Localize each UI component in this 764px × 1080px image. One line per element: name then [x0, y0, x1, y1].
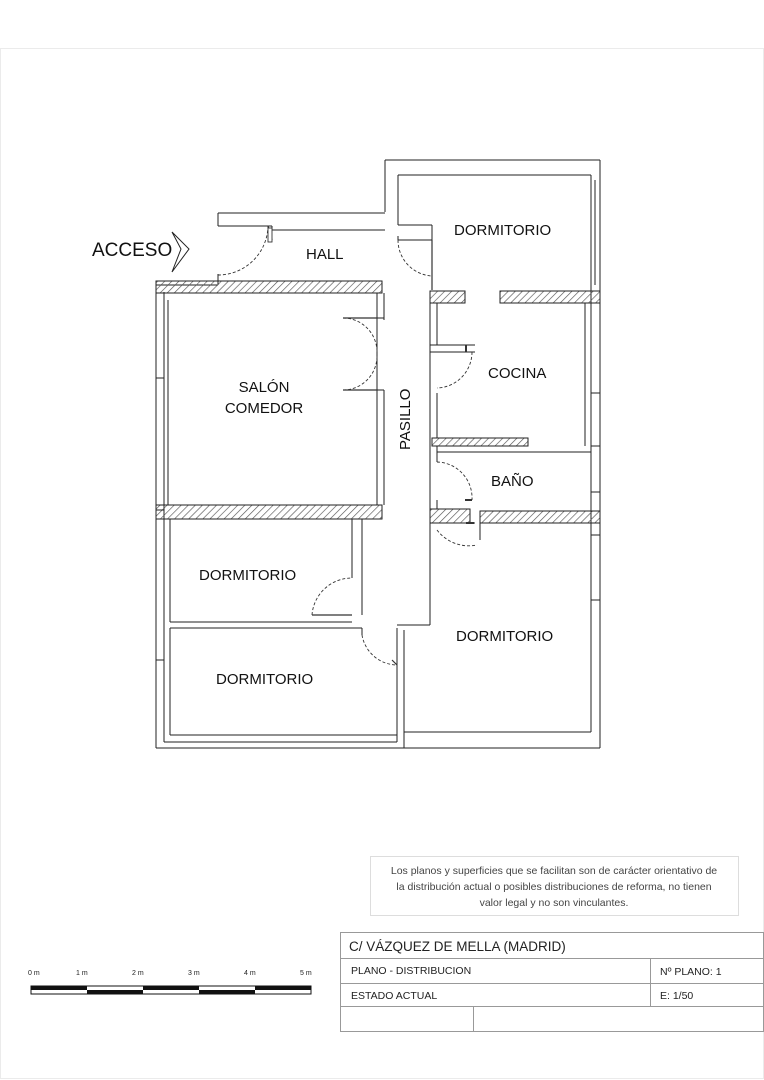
scale-label-0: 0 m [28, 970, 40, 977]
door-dormitorio-bottom-right [437, 530, 477, 546]
floor-plan [156, 160, 600, 748]
title-plano: PLANO - DISTRIBUCION [351, 965, 472, 977]
title-estado: ESTADO ACTUAL [351, 990, 438, 1002]
door-dormitorio-mid-left [312, 578, 352, 615]
room-label-dormitorio-bottom-right: DORMITORIO [456, 628, 554, 645]
door-salon-upper [343, 318, 377, 352]
scale-bar [28, 970, 312, 994]
room-label-dormitorio-top: DORMITORIO [454, 222, 552, 239]
access-label: ACCESO [92, 240, 173, 261]
access-arrow-icon [172, 232, 189, 272]
scale-label-1: 1 m [76, 970, 88, 977]
title-plano-number: Nº PLANO: 1 [660, 966, 722, 978]
sheet-border [1, 49, 764, 1079]
scale-label-2: 2 m [132, 970, 144, 977]
door-bano [437, 462, 472, 500]
door-cocina-upper [437, 352, 472, 388]
interior-walls [156, 180, 600, 735]
door-dormitorio-top [398, 240, 432, 276]
door-salon-lower [343, 356, 377, 390]
scale-label-4: 4 m [244, 970, 256, 977]
note-line-3: valor legal y no son vinculantes. [479, 897, 629, 909]
scale-label-3: 3 m [188, 970, 200, 977]
room-label-salon: SALÓN [238, 379, 290, 396]
scale-label-5: 5 m [300, 970, 312, 977]
room-label-hall: HALL [306, 246, 344, 263]
door-entry [218, 226, 268, 275]
note-line-1: Los planos y superficies que se facilitan son de carácter orientativo de [390, 865, 718, 877]
room-label-dormitorio-mid-left: DORMITORIO [199, 567, 297, 584]
room-label-comedor: COMEDOR [224, 400, 304, 417]
title-address: C/ VÁZQUEZ DE MELLA (MADRID) [349, 939, 566, 954]
title-escala: E: 1/50 [660, 990, 694, 1002]
note-line-2: la distribución actual o posibles distribuciones de reforma, no tienen [396, 881, 712, 893]
room-label-cocina: COCINA [488, 365, 547, 382]
title-block-text [349, 939, 722, 1002]
room-label-bano: BAÑO [491, 473, 534, 490]
disclaimer-note [371, 857, 739, 916]
room-label-pasillo: PASILLO [397, 388, 414, 450]
room-label-dormitorio-bottom-left: DORMITORIO [216, 671, 314, 688]
